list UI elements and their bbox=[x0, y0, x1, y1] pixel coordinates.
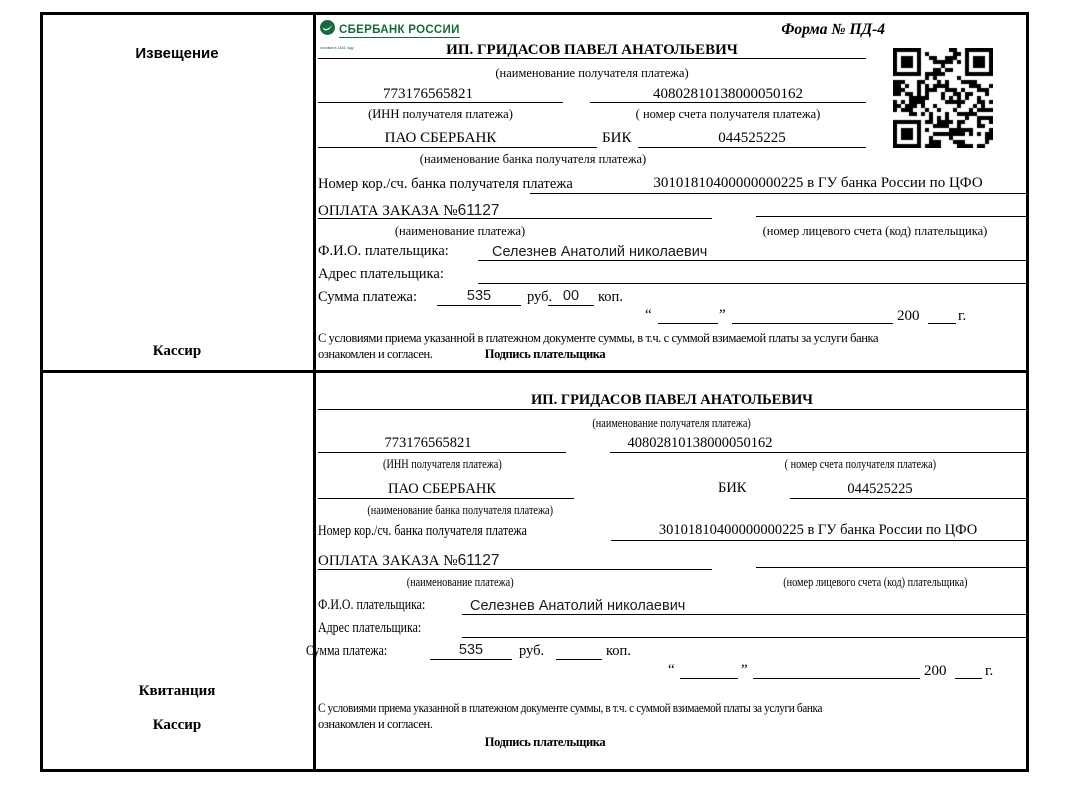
receipt-bank-caption bbox=[318, 503, 602, 517]
receipt-inn-value: 773176565821 bbox=[384, 435, 472, 451]
receipt-cashier-label: Кассир bbox=[152, 717, 202, 733]
field-line bbox=[530, 193, 1026, 194]
receipt-personal-caption-text: (номер лицевого счета (код) плательщика) bbox=[782, 575, 968, 589]
receipt-amount-label bbox=[306, 643, 405, 660]
field-line bbox=[318, 147, 597, 148]
notice-bik-label: БИК bbox=[602, 130, 632, 146]
notice-payee-name: ИП. ГРИДАСОВ ПАВЕЛ АНАТОЛЬЕВИЧ bbox=[446, 42, 738, 58]
receipt-terms-line2: ознакомлен и согласен. bbox=[318, 717, 433, 731]
receipt-bank-name: ПАО СБЕРБАНК bbox=[388, 481, 496, 497]
receipt-order-number: 61127 bbox=[457, 552, 500, 569]
field-line bbox=[462, 614, 1026, 615]
notice-terms-line2: ознакомлен и согласен. bbox=[318, 347, 433, 361]
field-line bbox=[955, 678, 982, 679]
receipt-inn-caption-text: (ИНН получателя платежа) bbox=[382, 457, 502, 471]
field-line bbox=[318, 218, 712, 219]
receipt-payee-caption-text: (наименование получателя платежа) bbox=[592, 416, 752, 430]
field-line bbox=[462, 637, 1026, 638]
notice-address-label: Адрес плательщика: bbox=[318, 266, 444, 282]
notice-inn-caption: (ИНН получателя платежа) bbox=[368, 107, 513, 121]
notice-order-number: 61127 bbox=[457, 202, 500, 219]
sberbank-logo-icon bbox=[320, 20, 335, 40]
notice-bik-value: 044525225 bbox=[718, 130, 786, 146]
receipt-terms-line1-text: С условиями приема указанной в платежном документе суммы, в т.ч. с суммой взимаемой платы за услуги банка bbox=[318, 701, 823, 715]
receipt-bik-value: 044525225 bbox=[847, 481, 913, 497]
receipt-year-prefix: 200 bbox=[924, 663, 947, 679]
notice-payment-name-label: ОПЛАТА ЗАКАЗА № bbox=[318, 203, 458, 219]
receipt-rub-label: руб. bbox=[519, 643, 545, 659]
receipt-bank-caption-text: (наименование банка получателя платежа) bbox=[367, 503, 553, 517]
notice-payer-label: Ф.И.О. плательщика: bbox=[318, 243, 449, 259]
receipt-corr-label bbox=[318, 523, 573, 540]
notice-bank-caption: (наименование банка получателя платежа) bbox=[419, 152, 647, 166]
notice-payee-caption: (наименование получателя платежа) bbox=[495, 66, 689, 80]
receipt-payer-name: Селезнев Анатолий николаевич bbox=[470, 598, 686, 614]
field-line bbox=[732, 323, 893, 324]
receipt-date-quote-open: “ bbox=[668, 662, 675, 678]
receipt-terms-line1 bbox=[318, 701, 878, 715]
field-line bbox=[590, 102, 866, 103]
field-line bbox=[478, 260, 1026, 261]
notice-terms-line1: С условиями приема указанной в платежном документе суммы, в т.ч. с суммой взимаемой платы за услуги банка bbox=[318, 331, 879, 345]
notice-year-prefix: 200 bbox=[897, 308, 920, 324]
notice-year-suffix: г. bbox=[958, 308, 967, 324]
receipt-date-quote-close: ” bbox=[741, 662, 748, 678]
notice-amount-label: Сумма платежа: bbox=[318, 289, 417, 305]
notice-payer-name: Селезнев Анатолий николаевич bbox=[492, 244, 708, 260]
notice-column-divider bbox=[313, 12, 316, 373]
receipt-column-divider bbox=[313, 370, 316, 772]
receipt-signature-label: Подпись плательщика bbox=[484, 735, 606, 749]
receipt-payer-label-text: Ф.И.О. плательщика: bbox=[318, 597, 426, 613]
receipt-corr-value: 30101810400000000225 в ГУ банка России по ЦФО bbox=[658, 522, 978, 538]
receipt-payee-caption bbox=[318, 416, 1026, 430]
form-number-label: Форма № ПД-4 bbox=[781, 21, 885, 38]
field-line bbox=[430, 659, 512, 660]
receipt-account-caption bbox=[700, 457, 1020, 471]
receipt-bik-label: БИК bbox=[718, 480, 747, 496]
receipt-address-label bbox=[318, 620, 444, 637]
field-line bbox=[756, 567, 1026, 568]
qr-code bbox=[893, 48, 993, 148]
notice-personal-caption: (номер лицевого счета (код) плательщика) bbox=[762, 224, 988, 238]
field-line bbox=[548, 305, 594, 306]
receipt-address-label-text: Адрес плательщика: bbox=[318, 620, 422, 636]
notice-account-value: 40802810138000050162 bbox=[653, 86, 803, 102]
notice-amount-rub: 535 bbox=[466, 288, 492, 304]
sberbank-logo-text: СБЕРБАНК РОССИИ bbox=[339, 24, 460, 36]
field-line bbox=[318, 498, 574, 499]
receipt-payment-name bbox=[318, 552, 500, 570]
field-line bbox=[753, 678, 920, 679]
receipt-payment-name-label: ОПЛАТА ЗАКАЗА № bbox=[318, 553, 458, 569]
receipt-kop-label: коп. bbox=[606, 643, 631, 659]
notice-inn-value: 773176565821 bbox=[383, 86, 473, 102]
receipt-payment-caption-text: (наименование платежа) bbox=[406, 575, 514, 589]
notice-corr-value: 30101810400000000225 в ГУ банка России по ЦФО bbox=[653, 175, 983, 191]
field-line bbox=[658, 323, 718, 324]
field-line bbox=[638, 147, 866, 148]
sberbank-logo-tagline: основан в 1841 году bbox=[320, 46, 354, 51]
field-line bbox=[318, 452, 566, 453]
field-line bbox=[318, 102, 563, 103]
notice-section-label: Извещение bbox=[135, 45, 219, 62]
notice-date-quote-open: “ bbox=[645, 307, 652, 323]
receipt-amount-label-text: Сумма платежа: bbox=[306, 643, 388, 659]
receipt-corr-label-text: Номер кор./сч. банка получателя платежа bbox=[318, 523, 527, 539]
notice-corr-label: Номер кор./сч. банка получателя платежа bbox=[318, 176, 573, 192]
receipt-payment-caption bbox=[318, 575, 602, 589]
field-line bbox=[611, 540, 1026, 541]
receipt-inn-caption bbox=[318, 457, 566, 471]
field-line bbox=[790, 498, 1026, 499]
field-line bbox=[318, 409, 1026, 410]
receipt-payee-name: ИП. ГРИДАСОВ ПАВЕЛ АНАТОЛЬЕВИЧ bbox=[531, 392, 813, 408]
field-line bbox=[318, 569, 712, 570]
field-line bbox=[478, 283, 1026, 284]
notice-cashier-label: Кассир bbox=[152, 343, 202, 359]
field-line bbox=[680, 678, 738, 679]
notice-rub-label: руб. bbox=[527, 289, 553, 305]
receipt-account-value: 40802810138000050162 bbox=[627, 435, 773, 451]
receipt-account-caption-text: ( номер счета получателя платежа) bbox=[784, 457, 936, 471]
receipt-personal-caption bbox=[730, 575, 1020, 589]
notice-payment-caption: (наименование платежа) bbox=[394, 224, 526, 238]
field-line bbox=[437, 305, 521, 306]
notice-date-quote-close: ” bbox=[719, 307, 726, 323]
notice-bank-name: ПАО СБЕРБАНК bbox=[384, 130, 497, 146]
field-line bbox=[610, 452, 1026, 453]
notice-amount-kop: 00 bbox=[562, 288, 580, 304]
receipt-section-label: Квитанция bbox=[138, 683, 216, 699]
notice-account-caption: ( номер счета получателя платежа) bbox=[635, 107, 821, 121]
field-line bbox=[756, 216, 1026, 217]
receipt-payer-label bbox=[318, 597, 449, 614]
field-line bbox=[556, 659, 602, 660]
notice-kop-label: коп. bbox=[598, 289, 623, 305]
field-line bbox=[928, 323, 956, 324]
receipt-amount-rub: 535 bbox=[458, 642, 484, 658]
receipt-year-suffix: г. bbox=[985, 663, 994, 679]
field-line bbox=[318, 58, 866, 59]
notice-signature-label: Подпись плательщика bbox=[484, 347, 606, 361]
